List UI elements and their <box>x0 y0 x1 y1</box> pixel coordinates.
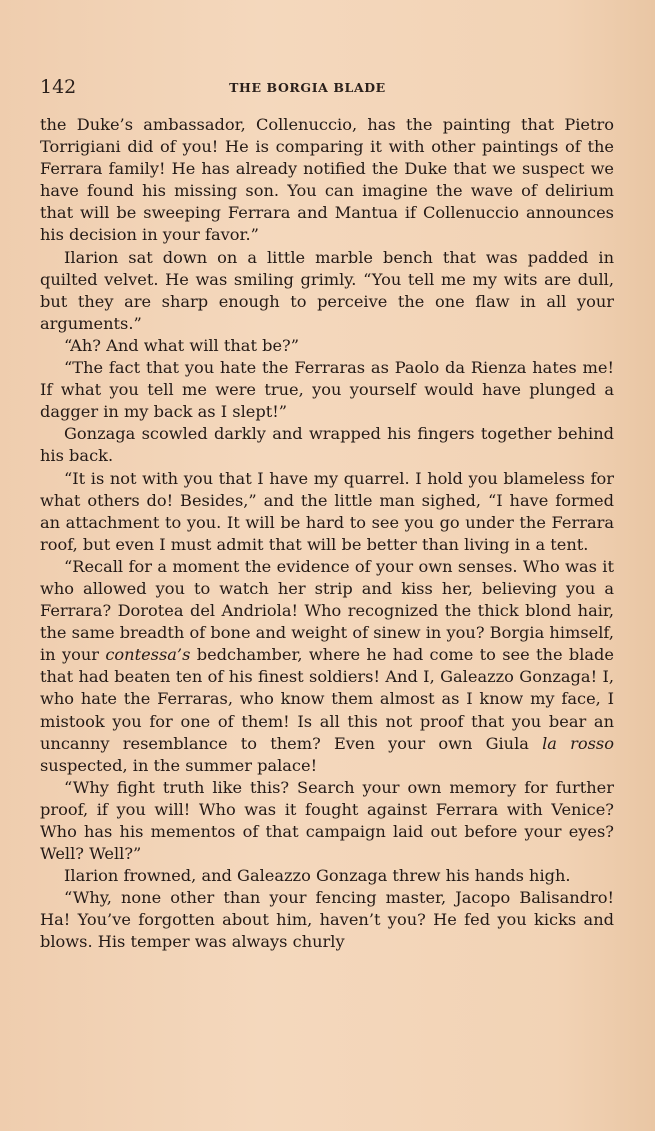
text-run: “The fact that you hate the Ferraras as Paolo da Rienza hates me! If what you tell me were true, you yourself would have plunged a dagger in my back as I slept!” <box>40 358 614 422</box>
paragraph <box>40 887 614 953</box>
text-run: suspected, in the summer palace! <box>40 755 318 775</box>
body-text <box>40 114 614 954</box>
paragraph <box>40 247 614 335</box>
paragraph <box>40 777 614 865</box>
running-head: THE BORGIA BLADE <box>229 80 386 95</box>
paragraph <box>40 423 614 467</box>
paragraph <box>40 556 614 777</box>
text-run: Gonzaga scowled darkly and wrapped his fingers together behind his back. <box>40 424 614 466</box>
text-run: “Why fight truth like this? Search your own memory for further proof, if you will! Who was it fought against Ferrara with Venice? Who has his mementos of that campaign laid out before your eyes? Well? Well?” <box>40 777 614 864</box>
italic-text: la rosso <box>542 733 614 753</box>
text-run: “Ah? And what will that be?” <box>64 335 299 355</box>
page-number: 142 <box>40 76 77 98</box>
text-run: “Why, none other than your fencing master, Jacopo Balisandro! Ha! You’ve forgotten about him, haven’t you? He fed you kicks and blows. His temper was always churly <box>40 888 614 952</box>
paragraph <box>40 865 614 887</box>
text-run: “It is not with you that I have my quarrel. I hold you blameless for what others do! Besides,” and the little man sighed, “I have formed an attachment to you. It will be hard to see you go under the Ferrara roof, but even I must admit that will be better than living in a tent. <box>40 468 614 554</box>
text-run: the Duke’s ambassador, Collenuccio, has the painting that Pietro Torrigiani did of you! He is comparing it with other paintings of the Ferrara family! He has already notified the Duke that we suspect we have found his missing son. You can imagine the wave of delirium that will be sweeping Ferrara and Mantua if Collenuccio announces his decision in your favor.” <box>40 115 614 245</box>
italic-text: contessa’s <box>105 645 191 665</box>
page-header <box>40 76 615 102</box>
paragraph <box>40 335 614 357</box>
paragraph <box>40 468 614 556</box>
text-run: Ilarion frowned, and Galeazzo Gonzaga threw his hands high. <box>64 866 571 886</box>
text-run: bedchamber, where he had come to see the blade that had beaten ten of his finest soldiers! And I, Galeazzo Gonzaga! I, who hate the Ferraras, who know them almost as I know my face, I mistook you for one of them! Is all this not proof that you bear an uncanny resemblance to them? Even your own Giula <box>40 645 615 753</box>
text-run: Ilarion sat down on a little marble bench that was padded in quilted velvet. He was smiling grimly. “You tell me my wits are dull, but they are sharp enough to perceive the one flaw in all your arguments.” <box>40 247 614 333</box>
text-run: “Recall for a moment the evidence of your own senses. Who was it who allowed you to watch her strip and kiss her, believing you a Ferrara? Dorotea del Andriola! Who recognized the thick blond hair, the same breadth of bone and weight of sinew in you? Borgia himself, in your <box>40 556 614 665</box>
paragraph <box>40 114 614 247</box>
paragraph <box>40 357 614 423</box>
